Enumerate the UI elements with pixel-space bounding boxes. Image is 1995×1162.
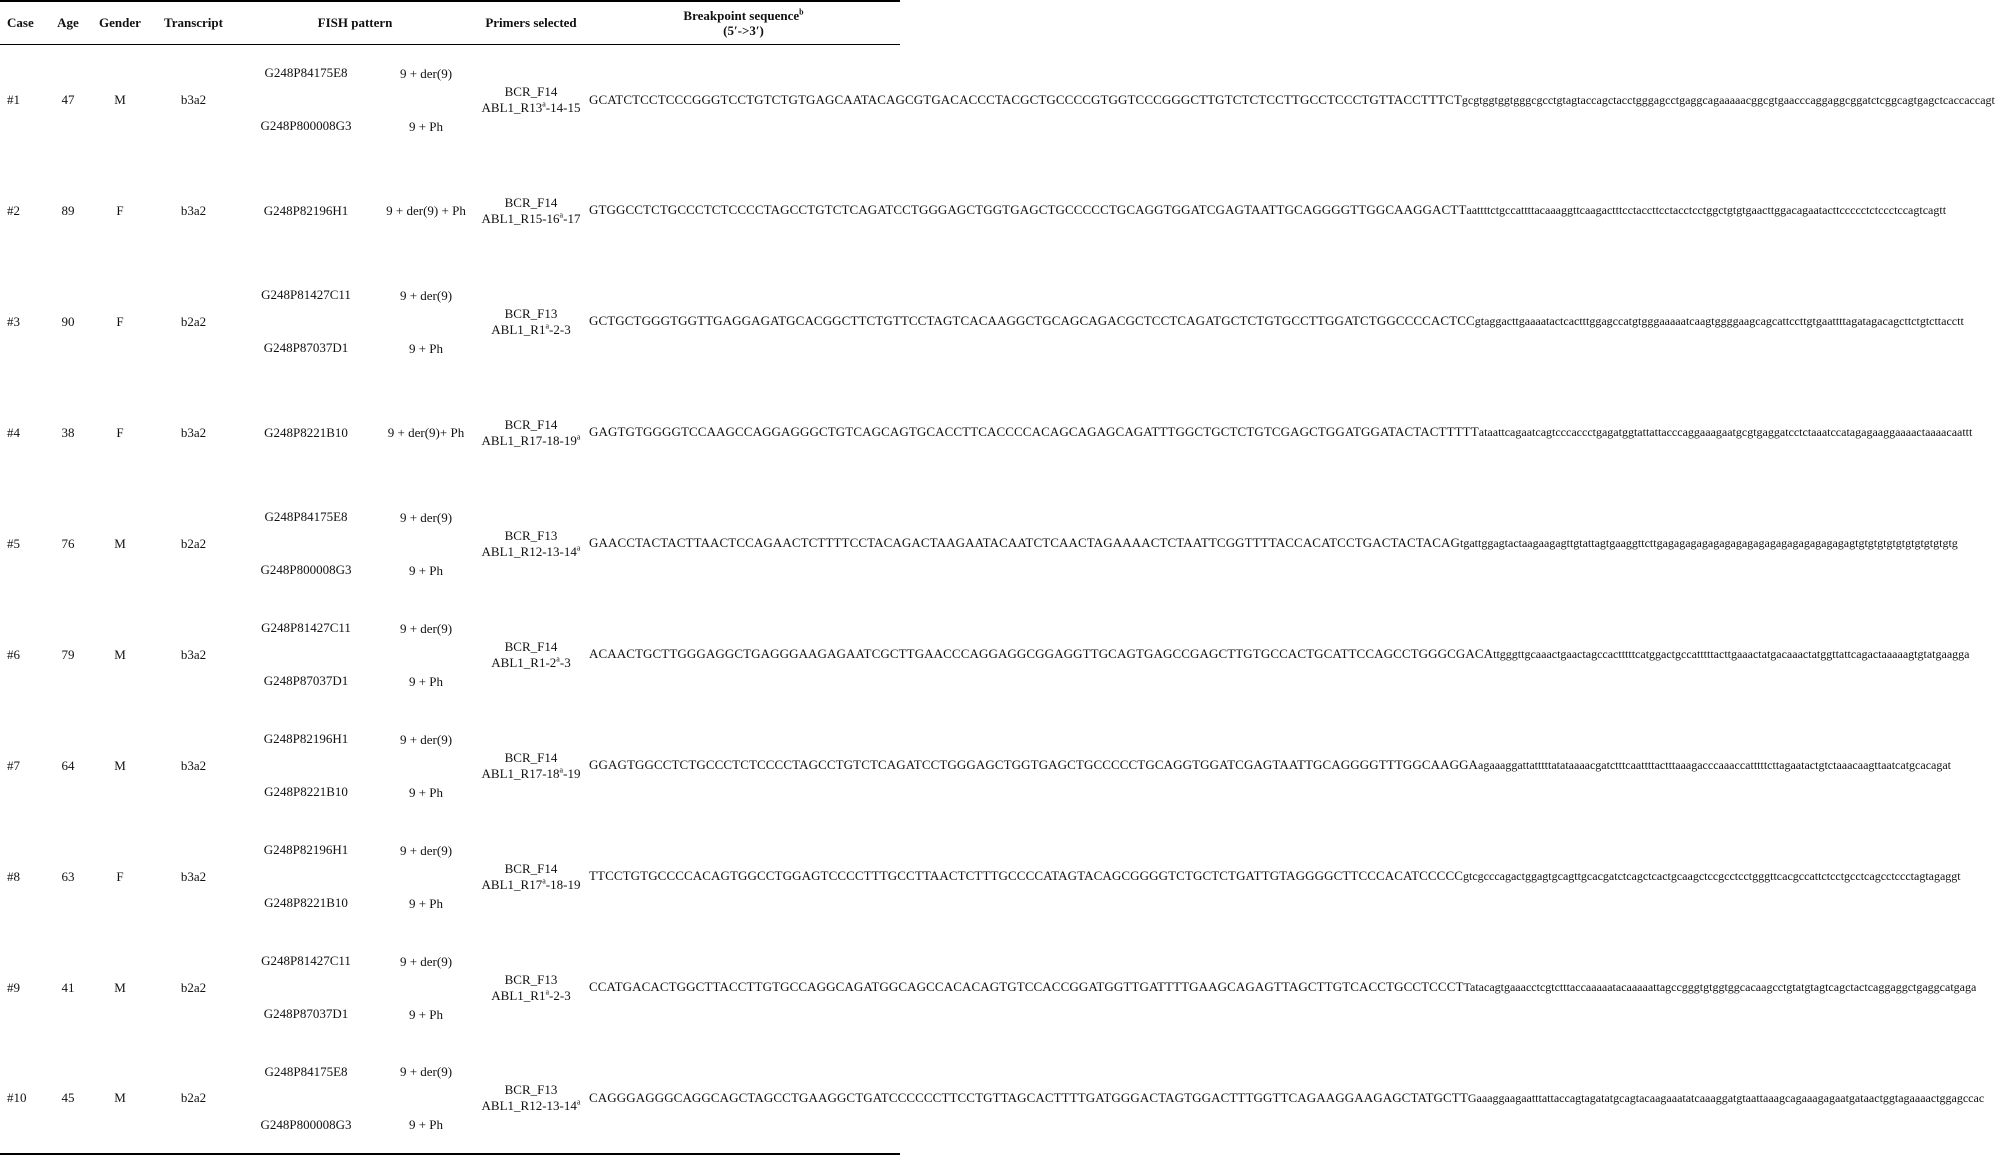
fish-pattern: 9 + der(9) xyxy=(399,65,453,81)
fish-list xyxy=(235,824,475,930)
primer-footnote: a xyxy=(545,987,550,997)
sequence-lower: ataattcagaatcagtcccaccctgagatggtattattacccaggaaagaatgcgtgaggatcctctaaatccatagagaaggaaaactaaaacaattt xyxy=(1478,425,1973,440)
sequence-lower: gtcgcccagactggagtgcagttgcacgatctcagctcactgcaagctccgcctcctgggttcacgccattctcctgcctcagcctccctagtagaggt xyxy=(1463,869,1961,884)
sequence-upper: TTCCTGTGCCCCACAGTGGCCTGGAGTCCCCTTTGCCTTAACTCTTTGCCCCATAGTACAGCGGGGTCTGCTCTGATTGTAGGGGCTTCCCACATCCCCC xyxy=(589,868,1463,884)
fish-cell xyxy=(235,599,475,710)
header-breakpoint-main: Breakpoint sequence xyxy=(683,7,800,23)
transcript-cell: b3a2 xyxy=(180,91,207,107)
transcript-cell: b2a2 xyxy=(152,1043,235,1154)
gender-cell: F xyxy=(116,202,124,218)
case-cell: #8 xyxy=(7,868,20,884)
case-cell: #1 xyxy=(7,91,20,107)
primer-footnote: a xyxy=(559,210,564,220)
age-cell: 76 xyxy=(61,535,75,551)
fish-probe: G248P800008G3 xyxy=(260,118,352,134)
case-cell: #3 xyxy=(7,313,20,329)
fish-entry xyxy=(235,509,475,525)
sequence-upper: ACAACTGCTTGGGAGGCTGAGGGAAGAGAATCGCTTGAACCCAGGAGGCGGAGGTTGCAGTGAGCCGAGCTTGTGCCACTGCATTCCAGCCTGGGCGACA xyxy=(589,646,1494,662)
sequence-cell xyxy=(587,599,1970,710)
sequence-cell xyxy=(587,821,1961,932)
age-cell: 64 xyxy=(61,757,75,773)
fish-probe: G248P82196H1 xyxy=(263,842,349,857)
fish-entry xyxy=(235,953,475,969)
fish-entry xyxy=(235,1117,475,1133)
primer-footnote: a xyxy=(576,1097,581,1107)
fish-entry xyxy=(235,203,475,219)
sequence-upper: GGAGTGGCCTCTGCCCTCTCCCCTAGCCTGTCTCAGATCCTGGGAGCTGGTGAGCTGCCCCCTGCAGGTGGATCGAGTAATTGCAGGGGTTTGGCAAGGA xyxy=(589,757,1479,773)
fish-probe: G248P82196H1 xyxy=(263,731,349,746)
table-row xyxy=(0,932,900,1043)
fish-probe: G248P87037D1 xyxy=(263,673,349,688)
fish-pattern: 9 + der(9)+ Ph xyxy=(387,425,465,440)
header-breakpoint-footnote: b xyxy=(799,7,804,17)
primer-forward: BCR_F13 xyxy=(504,1082,558,1097)
primer-forward: BCR_F13 xyxy=(504,971,558,987)
transcript-cell: b3a2 xyxy=(180,868,207,884)
fish-pattern: 9 + der(9) xyxy=(399,842,453,858)
fish-pattern: 9 + der(9) xyxy=(399,620,453,636)
header-transcript: Transcript xyxy=(152,1,235,44)
fish-probe: G248P81427C11 xyxy=(261,953,351,968)
primer-reverse: ABL1_R12-13-14$^a$ xyxy=(481,1097,581,1113)
gender-cell: F xyxy=(116,868,124,884)
fish-list xyxy=(235,602,475,708)
table-row xyxy=(0,44,900,155)
gender-cell: M xyxy=(114,535,126,551)
fish-pattern: 9 + der(9) xyxy=(399,509,453,525)
sequence-lower: agaaaggattatttttatataaaacgatctttcaattttactttaaagacccaaaccatttttcttagaatactgtctaaacaagttaatcatgcacagat xyxy=(1478,758,1952,773)
primer-reverse: ABL1_R17-18-19$^a$ xyxy=(481,432,581,448)
sequence-lower: tgattggagtactaagaagagttgtattagtgaaggttcttgagagagagagagagagagagagagagagagagagtgtgtgtgtgtgtgtgtgtgtg xyxy=(1460,536,1958,551)
sequence-cell xyxy=(587,266,1964,377)
fish-entry xyxy=(235,118,475,134)
sequence-cell xyxy=(587,488,1958,599)
case-cell: #5 xyxy=(7,535,20,551)
transcript-cell: b3a2 xyxy=(180,424,207,440)
fish-pattern: 9 + der(9) xyxy=(399,731,453,747)
fish-pattern: 9 + Ph xyxy=(408,340,444,356)
primers-cell xyxy=(475,377,587,488)
fish-list xyxy=(235,47,475,153)
primer-forward: BCR_F14 xyxy=(504,416,558,432)
sequence-lower: gtaggacttgaaaatactcactttggagccatgtgggaaaaatcaagtggggaagcagcattccttgtgaattttagatagacagcttctgtcttacctt xyxy=(1474,314,1964,329)
primer-forward: BCR_F13 xyxy=(504,305,558,321)
fish-entry xyxy=(235,425,475,441)
table-row xyxy=(0,488,900,599)
case-cell: #6 xyxy=(7,646,20,662)
sequence-lower: ttgggttgcaaactgaactagccactttttcatggactgccatttttacttgaaactatgacaaactatggttattcagactaaaaagtgtatgaagga xyxy=(1493,647,1970,662)
primer-footnote: a xyxy=(576,543,581,553)
primer-reverse: ABL1_R13$^a$-14-15 xyxy=(481,99,581,115)
fish-entry xyxy=(235,784,475,800)
sequence-upper: CCATGACACTGGCTTACCTTGTGCCAGGCAGATGGCAGCCACACAGTGTCCACCGGATGGTTGATTTTGAAGCAGAGTTAGCTTGTCACCTGCCTCCCT xyxy=(589,979,1464,995)
primers-cell xyxy=(475,155,587,266)
fish-list xyxy=(235,1045,475,1151)
fish-probe: G248P8221B10 xyxy=(264,895,348,910)
sequence-lower: Tatacagtgaaacctcgtctttaccaaaaatacaaaaattagccgggtgtggtggcacaagcctgtatgtagtcagctactcaggaggctgaggcatgaga xyxy=(1463,980,1977,995)
fish-probe: G248P81427C11 xyxy=(261,287,351,302)
header-row xyxy=(0,1,900,44)
age-cell: 79 xyxy=(61,646,75,662)
sequence-upper: GAGTGTGGGGTCCAAGCCAGGAGGGCTGTCAGCAGTGCACCTTCACCCCACAGCAGAGCAGATTTGGCTGCTCTGTCGAGCTGGATGGATACTACTTTTT xyxy=(589,424,1479,440)
fish-probe: G248P800008G3 xyxy=(260,562,352,577)
fish-pattern: 9 + der(9) xyxy=(399,287,453,303)
age-cell: 45 xyxy=(48,1043,88,1154)
fish-pattern: 9 + Ph xyxy=(408,1006,444,1022)
primers-cell xyxy=(475,710,587,821)
primer-forward: BCR_F14 xyxy=(504,749,558,765)
fish-probe: G248P81427C11 xyxy=(261,620,351,635)
primer-footnote: a xyxy=(556,654,560,664)
age-cell: 63 xyxy=(61,868,75,884)
primer-reverse: ABL1_R1-2$^a$-3 xyxy=(491,654,571,670)
fish-entry xyxy=(235,65,475,81)
fish-probe: G248P84175E8 xyxy=(264,65,348,81)
fish-pattern: 9 + Ph xyxy=(408,784,444,800)
sequence-cell xyxy=(587,932,1977,1043)
fish-list xyxy=(235,935,475,1041)
header-age: Age xyxy=(48,1,88,44)
fish-pattern: 9 + Ph xyxy=(408,895,444,911)
fish-entry xyxy=(235,340,475,356)
primer-reverse: ABL1_R1$^a$-2-3 xyxy=(491,321,571,337)
gender-cell: M xyxy=(114,979,126,995)
fish-list xyxy=(235,713,475,819)
sequence-upper: GAACCTACTACTTAACTCCAGAACTCTTTTCCTACAGACTAAGAATACAATCTCAACTAGAAAACTCTAATTCGGTTTTACCACATCCTGACTACTACAG xyxy=(589,535,1460,551)
table-row xyxy=(0,710,900,821)
age-cell: 38 xyxy=(61,424,75,440)
fish-pattern: 9 + Ph xyxy=(408,1117,444,1132)
fish-cell xyxy=(235,821,475,932)
fish-entry xyxy=(235,562,475,578)
header-case: Case xyxy=(0,1,48,44)
primer-reverse: ABL1_R12-13-14$^a$ xyxy=(481,543,581,559)
gender-cell: F xyxy=(116,424,124,440)
header-breakpoint-direction: (5′->3′) xyxy=(723,22,764,38)
fish-cell xyxy=(235,932,475,1043)
fish-probe: G248P87037D1 xyxy=(263,1006,349,1021)
table-row xyxy=(0,155,900,266)
primer-footnote: a xyxy=(545,321,550,331)
fish-probe: G248P84175E8 xyxy=(264,1063,348,1079)
fish-pattern: 9 + der(9) xyxy=(399,1064,453,1079)
table-row xyxy=(0,599,900,710)
fish-entry xyxy=(235,1064,475,1080)
case-cell: #7 xyxy=(7,757,20,773)
primers-cell xyxy=(475,1043,587,1154)
fish-entry xyxy=(235,731,475,747)
fish-probe: G248P87037D1 xyxy=(263,340,349,355)
primer-forward: BCR_F13 xyxy=(504,527,558,543)
table-row xyxy=(0,377,900,488)
primer-forward: BCR_F14 xyxy=(504,83,558,99)
primers-cell xyxy=(475,932,587,1043)
sequence-upper: GCATCTCCTCCCGGGTCCTGTCTGTGAGCAATACAGCGTGACACCCTACGCTGCCCCGTGGTCCCGGGCTTGTCTCTCCTTGCCTCCCTGTTACCTTTCT xyxy=(589,91,1462,107)
fish-cell xyxy=(235,155,475,266)
fish-probe: G248P84175E8 xyxy=(264,509,348,524)
age-cell: 90 xyxy=(61,313,75,329)
primers-cell xyxy=(475,821,587,932)
transcript-cell: b2a2 xyxy=(180,979,207,995)
header-primers: Primers selected xyxy=(475,1,587,44)
gender-cell: M xyxy=(114,757,126,773)
fish-entry xyxy=(235,287,475,303)
fish-probe: G248P8221B10 xyxy=(264,424,348,440)
primer-footnote: a xyxy=(542,876,546,886)
age-cell: 41 xyxy=(61,979,75,995)
primer-reverse: ABL1_R17-18$^a$-19 xyxy=(481,765,581,781)
fish-cell xyxy=(235,488,475,599)
table-row xyxy=(0,266,900,377)
fish-cell xyxy=(235,377,475,488)
primer-reverse: ABL1_R15-16$^a$-17 xyxy=(481,210,581,226)
sequence-upper: CAGGGAGGGCAGGCAGCTAGCCTGAAGGCTGATCCCCCCTTCCTGTTAGCACTTTTGATGGGACTAGTGGACTTTGGTTCAGAAGGAAGAGCTATGCTT xyxy=(589,1089,1468,1105)
gender-cell: F xyxy=(116,313,124,329)
case-cell: #2 xyxy=(7,202,20,218)
fish-probe: G248P800008G3 xyxy=(260,1116,352,1132)
fish-pattern: 9 + Ph xyxy=(408,673,444,689)
fish-cell xyxy=(235,44,475,155)
sequence-upper: GCTGCTGGGTGGTTGAGGAGATGCACGGCTTCTGTTCCTAGTCACAAGGCTGCAGCAGACGCTCCTCAGATGCTCTGTGCCTTGGATCTGGCCCCACTCC xyxy=(589,313,1475,329)
primers-cell xyxy=(475,44,587,155)
case-cell: #10 xyxy=(0,1043,48,1154)
fish-list xyxy=(235,269,475,375)
transcript-cell: b3a2 xyxy=(180,757,207,773)
sequence-lower: gcgtggtggtgggcgcctgtagtaccagctacctgggagcctgaggcagaaaaacggcgtgaacccaggaggcggatctcggcagtgagctcaccaccagt xyxy=(1461,92,1995,107)
fish-list xyxy=(235,491,475,597)
fish-list xyxy=(235,380,475,486)
fish-entry xyxy=(235,673,475,689)
fish-entry xyxy=(235,842,475,858)
header-gender: Gender xyxy=(88,1,152,44)
primers-cell xyxy=(475,599,587,710)
fish-pattern: 9 + Ph xyxy=(408,118,444,134)
fish-probe: G248P8221B10 xyxy=(264,784,348,799)
fish-pattern: 9 + Ph xyxy=(408,562,444,578)
fish-cell xyxy=(235,1043,475,1154)
primer-footnote: a xyxy=(542,99,546,109)
header-breakpoint xyxy=(587,1,900,44)
gender-cell: M xyxy=(114,646,126,662)
header-fish: FISH pattern xyxy=(235,1,475,44)
fish-pattern: 9 + der(9) + Ph xyxy=(386,203,466,218)
fish-list xyxy=(235,158,475,264)
fish-probe: G248P82196H1 xyxy=(263,202,349,218)
fish-entry xyxy=(235,895,475,911)
primers-cell xyxy=(475,488,587,599)
fish-pattern: 9 + der(9) xyxy=(399,953,453,969)
primers-cell xyxy=(475,266,587,377)
primer-forward: BCR_F14 xyxy=(504,860,558,876)
sequence-cell xyxy=(587,710,1952,821)
fish-cell xyxy=(235,710,475,821)
sequence-lower: aattttctgccattttacaaaggttcaagactttcctaccttcctacctcctggctgtgtgaacttggacagaatacttccccctctccctccagtcagtt xyxy=(1466,203,1947,218)
case-cell: #4 xyxy=(7,424,20,440)
fish-entry xyxy=(235,1006,475,1022)
table-row xyxy=(0,1043,900,1154)
sequence-cell xyxy=(587,44,1995,155)
primer-reverse: ABL1_R17$^a$-18-19 xyxy=(481,876,581,892)
gender-cell: M xyxy=(114,91,126,107)
transcript-cell: b2a2 xyxy=(180,313,207,329)
primer-footnote: a xyxy=(576,432,581,442)
sequence-cell xyxy=(587,1043,1985,1154)
sequence-lower: Gaaaggaagaatttattaccagtagatatgcagtacaagaaatatcaaaggatgtaattaaagcagaaagagaatgataactggtagaaaactggagccac xyxy=(1467,1090,1985,1105)
gender-cell: M xyxy=(88,1043,152,1154)
sequence-cell xyxy=(587,377,1973,488)
transcript-cell: b3a2 xyxy=(180,646,207,662)
fish-cell xyxy=(235,266,475,377)
transcript-cell: b3a2 xyxy=(180,202,207,218)
primer-forward: BCR_F14 xyxy=(504,194,558,210)
transcript-cell: b2a2 xyxy=(180,535,207,551)
primer-reverse: ABL1_R1$^a$-2-3 xyxy=(491,987,571,1003)
age-cell: 47 xyxy=(61,91,75,107)
case-cell: #9 xyxy=(7,979,20,995)
primer-footnote: a xyxy=(559,765,564,775)
primer-forward: BCR_F14 xyxy=(504,638,558,654)
table-row xyxy=(0,821,900,932)
sequence-cell xyxy=(587,155,1947,266)
sequence-upper: GTGGCCTCTGCCCTCTCCCCTAGCCTGTCTCAGATCCTGGGAGCTGGTGAGCTGCCCCCTGCAGGTGGATCGAGTAATTGCAGGGGTTGGCAAGGACTT xyxy=(589,202,1467,218)
age-cell: 89 xyxy=(61,202,75,218)
fish-entry xyxy=(235,620,475,636)
